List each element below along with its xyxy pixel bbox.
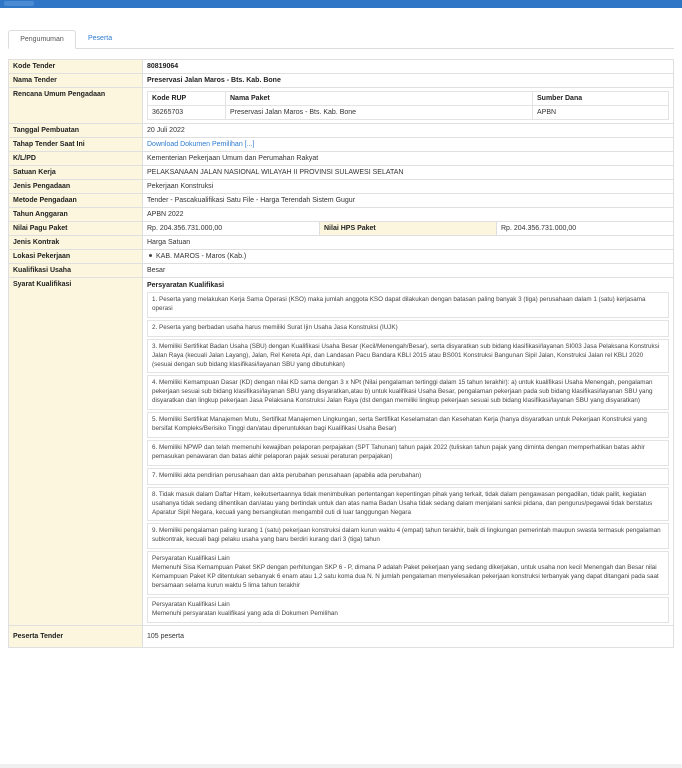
requirement-item: 4. Memiliki Kemampuan Dasar (KD) dengan nilai KD sama dengan 3 x NPt (Nilai pengalaman tertinggi dalam 15 tahun terakhir): a) untuk kualifikasi Usaha Menengah, pengalaman pekerjaan sesuai sub bidang klasifikasi/layanan SBU yang disyaratkan,atau b) untuk kualifikasi Usaha Besar, pengalaman pekerjaan pada sub bidang klasifikasi/layanan SBU yang disyaratkan dan lingkup pekerjaan Jasa Pelaksana Konstruksi Jalan Raya (dst dengan memiliki lingkup pekerjaan sesuai sub bidang klasifikasi/layanan SBU yang disyaratkan) (147, 375, 669, 410)
row-tahun (9, 208, 674, 222)
row-tanggal (9, 124, 674, 138)
row-rup (9, 88, 674, 124)
tender-info-table (8, 59, 674, 648)
extra-1-body: Memenuhi Sisa Kemampuan Paket SKP dengan perhitungan SKP 6 - P, dimana P adalah Paket pekerjaan yang sedang dikerjakan, untuk usaha non kecil Menengah dan Besar nilai Kemampuan Paket KP ditentukan sebanyak 6 enam atau 1,2 satu koma dua N. N jumlah pengalaman menyelesaikan pekerjaan konstruksi terbanyak yang dapat ditangani pada saat bersamaan selama kurun waktu 5 lima tahun terakhir (152, 564, 659, 589)
requirement-item: 3. Memiliki Sertifikat Badan Usaha (SBU) dengan Kualifikasi Usaha Besar (Kecil/Menengah/Besar), serta disyaratkan sub bidang klasifikasi/layanan SI003 Jasa Pelaksana Konstruksi Jalan Raya (kecuali Jalan Layang), Jalan, Rel Kereta Api, dan Landasan Pacu Bandara KBLI 2015 atau BS001 Konstruksi Bangunan Sipil Jalan, Konstruksi Jalan rel KBLI 2020 (sesuai dengan sub bidang klasifikasi/layanan SBU yang dibutuhkan) (147, 339, 669, 374)
label-hps: Nilai HPS Paket (320, 222, 497, 236)
requirement-item: 9. Memiliki pengalaman paling kurang 1 (satu) pekerjaan konstruksi dalam kurun waktu 4 (empat) tahun terakhir, baik di lingkungan pemerintah maupun swasta termasuk pengalaman subkontrak, kecuali bagi pelaku usaha yang baru berdiri kurang dari 3 (tiga) tahun (147, 523, 669, 549)
label-lokasi: Lokasi Pekerjaan (9, 250, 143, 264)
nav-logo[interactable] (4, 1, 34, 6)
label-kualifikasi: Kualifikasi Usaha (9, 264, 143, 278)
label-satker: Satuan Kerja (9, 166, 143, 180)
rup-header-nama: Nama Paket (226, 92, 533, 106)
rup-nama: Preservasi Jalan Maros - Bts. Kab. Bone (226, 106, 533, 120)
row-satker (9, 166, 674, 180)
value-lokasi: KAB. MAROS - Maros (Kab.) (156, 253, 247, 260)
label-kode-tender: Kode Tender (9, 60, 143, 74)
requirement-item: 1. Peserta yang melakukan Kerja Sama Operasi (KSO) maka jumlah anggota KSO dapat dilakukan dengan batasan paling banyak 3 (tiga) perusahaan dalam 1 (satu) kerjasama operasi (147, 292, 669, 318)
row-kontrak (9, 236, 674, 250)
requirement-extra-1 (147, 551, 669, 595)
extra-2-title: Persyaratan Kualifikasi Lain (152, 600, 230, 608)
value-tanggal: 20 Juli 2022 (143, 124, 674, 138)
row-kualifikasi (9, 264, 674, 278)
row-nama-tender (9, 74, 674, 88)
label-tanggal: Tanggal Pembuatan (9, 124, 143, 138)
top-navigation-bar (0, 0, 682, 8)
row-pagu (9, 222, 674, 236)
rup-header-row (148, 92, 669, 106)
requirement-extra-2 (147, 597, 669, 623)
value-rup (143, 88, 674, 124)
value-hps: Rp. 204.356.731.000,00 (497, 222, 674, 236)
requirement-item: 2. Peserta yang berbadan usaha harus memiliki Surat Ijin Usaha Jasa Konstruksi (IUJK) (147, 320, 669, 337)
value-kualifikasi: Besar (143, 264, 674, 278)
label-metode: Metode Pengadaan (9, 194, 143, 208)
row-kode-tender (9, 60, 674, 74)
value-kode-tender: 80819064 (143, 60, 674, 74)
label-kontrak: Jenis Kontrak (9, 236, 143, 250)
value-pagu: Rp. 204.356.731.000,00 (143, 222, 320, 236)
tab-peserta[interactable]: Peserta (88, 35, 113, 42)
rup-kode: 36265703 (148, 106, 226, 120)
label-pagu: Nilai Pagu Paket (9, 222, 143, 236)
label-syarat: Syarat Kualifikasi (9, 278, 143, 626)
extra-2-body: Memenuhi persyaratan kualifikasi yang ada di Dokumen Pemilihan (152, 609, 338, 617)
label-klpd: K/L/PD (9, 152, 143, 166)
value-jenis-pengadaan: Pekerjaan Konstruksi (143, 180, 674, 194)
label-peserta: Peserta Tender (9, 625, 143, 647)
extra-1-title: Persyaratan Kualifikasi Lain (152, 555, 230, 563)
row-peserta (9, 625, 674, 647)
label-rup: Rencana Umum Pengadaan (9, 88, 143, 124)
value-peserta: 105 peserta (143, 625, 674, 647)
value-nama-tender: Preservasi Jalan Maros - Bts. Kab. Bone (143, 74, 674, 88)
row-tahap (9, 138, 674, 152)
bullet-icon (149, 254, 152, 257)
value-tahun: APBN 2022 (143, 208, 674, 222)
rup-header-sumber: Sumber Dana (533, 92, 669, 106)
row-syarat (9, 278, 674, 626)
rup-table (147, 91, 669, 120)
value-klpd: Kementerian Pekerjaan Umum dan Perumahan Rakyat (143, 152, 674, 166)
syarat-title: Persyaratan Kualifikasi (147, 282, 225, 289)
value-kontrak: Harga Satuan (143, 236, 674, 250)
label-jenis-pengadaan: Jenis Pengadaan (9, 180, 143, 194)
tab-pengumuman[interactable]: Pengumuman (8, 30, 76, 49)
requirement-item: 6. Memiliki NPWP dan telah memenuhi kewajiban pelaporan perpajakan (SPT Tahunan) tahun pajak 2022 (tuliskan tahun pajak yang diminta dengan memperhatikan batas akhir pemasukan penawaran dan batas akhir pelaporan pajak sesuai peraturan perpajakan) (147, 440, 669, 466)
rup-header-kode: Kode RUP (148, 92, 226, 106)
bottom-strip (0, 764, 682, 768)
rup-data-row (148, 106, 669, 120)
requirement-item: 5. Memiliki Sertifikat Manajemen Mutu, Sertifikat Manajemen Lingkungan, serta Sertifikat Keselamatan dan Kesehatan Kerja (hanya disyaratkan untuk Pekerjaan Konstruksi yang bersifat Kompleks/Berisiko Tinggi dan/atau diperuntukkan bagi Kualifikasi Usaha Besar) (147, 412, 669, 438)
value-syarat (143, 278, 674, 626)
tab-bar (8, 30, 674, 49)
requirement-item: 7. Memiliki akta pendirian perusahaan dan akta perubahan perusahaan (apabila ada perubahan) (147, 468, 669, 485)
requirement-item: 8. Tidak masuk dalam Daftar Hitam, keikutsertaannya tidak menimbulkan pertentangan kepentingan pihak yang terkait, tidak dalam pengawasan pengadilan, tidak pailit, kegiatan usahanya tidak sedang dihentikan dan/atau yang bertindak untuk dan atas nama Badan Usaha tidak sedang dalam menjalani sanksi pidana, dan pengurus/pegawai tidak berstatus Aparatur Sipil Negara, kecuali yang bersangkutan mengambil cuti di luar tanggungan Negara (147, 487, 669, 522)
value-satker: PELAKSANAAN JALAN NASIONAL WILAYAH II PROVINSI SULAWESI SELATAN (143, 166, 674, 180)
row-metode (9, 194, 674, 208)
value-lokasi-cell (143, 250, 674, 264)
rup-sumber: APBN (533, 106, 669, 120)
label-nama-tender: Nama Tender (9, 74, 143, 88)
label-tahun: Tahun Anggaran (9, 208, 143, 222)
value-metode: Tender - Pascakualifikasi Satu File - Harga Terendah Sistem Gugur (143, 194, 674, 208)
row-klpd (9, 152, 674, 166)
row-jenis-pengadaan (9, 180, 674, 194)
row-lokasi (9, 250, 674, 264)
label-tahap: Tahap Tender Saat Ini (9, 138, 143, 152)
link-tahap-tender[interactable]: Download Dokumen Pemilihan [...] (143, 138, 674, 152)
